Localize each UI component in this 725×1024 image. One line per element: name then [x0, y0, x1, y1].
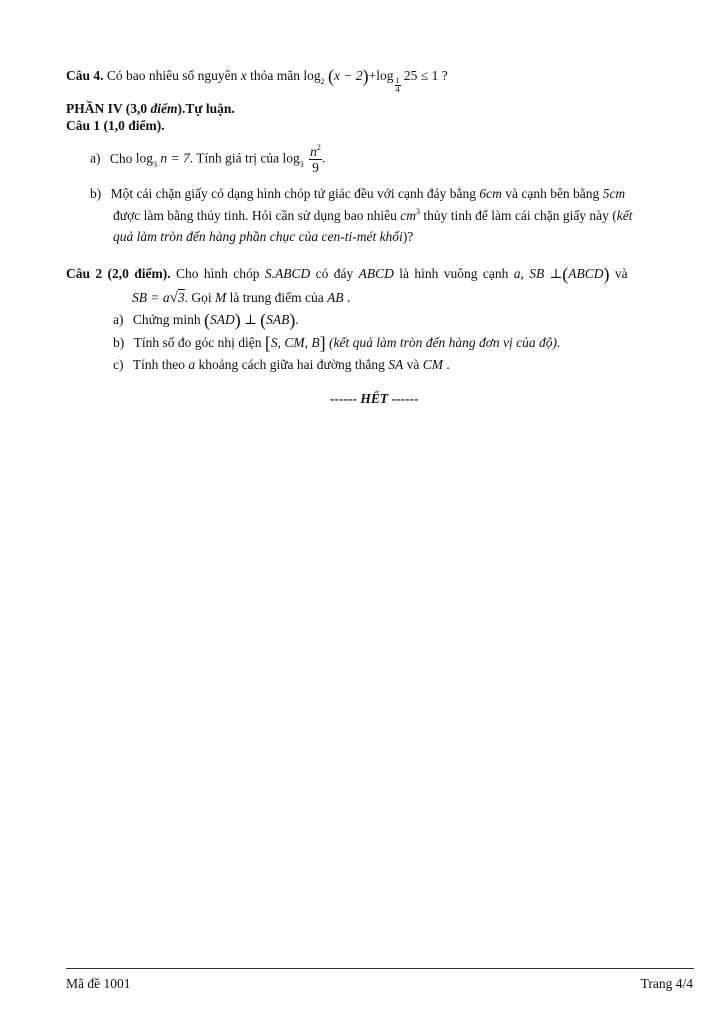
item-b-italic: kết: [616, 208, 633, 223]
log-label: log: [135, 150, 154, 166]
base-edge-value: 6cm: [479, 186, 502, 201]
inequality-tail: 25 ≤ 1 ?: [403, 68, 448, 83]
item-a-label: a): [90, 150, 101, 166]
sb-equals: SB = a: [132, 290, 170, 305]
period: .: [321, 150, 326, 166]
base-name: ABCD: [358, 266, 394, 281]
q2-text-3: là hình vuông cạnh: [399, 266, 509, 281]
period: .: [446, 357, 450, 372]
var-a: a: [188, 357, 196, 372]
sqrt-symbol: √: [169, 290, 178, 306]
paren-open: (: [562, 264, 569, 284]
log-base: 3: [153, 159, 158, 169]
item-b-text: Tính số đo góc nhị diện: [133, 335, 262, 350]
part-4-title-prefix: PHẦN IV (3,0: [66, 101, 148, 116]
log-label-2: log: [282, 150, 300, 166]
sqrt-radicand: 3: [177, 290, 185, 305]
and-word: và: [406, 357, 420, 372]
item-c-text: Tính theo: [132, 357, 185, 372]
line-sa: SA: [388, 357, 404, 372]
paren-close: ): [362, 66, 369, 86]
comma: ,: [520, 266, 524, 281]
question-4-text: Có bao nhiêu số nguyên: [106, 68, 238, 83]
fraction-denominator: 9: [312, 160, 319, 175]
part-4-title-italic: điểm: [150, 101, 178, 116]
fraction-n2-over-9: [309, 143, 322, 175]
item-a-text: Cho: [109, 150, 133, 166]
equation: n = 7: [160, 150, 190, 166]
item-b-italic-2: quả làm tròn đến hàng phần chục của cen-ti-mét khối: [113, 229, 403, 244]
question-1b-line-2: [113, 208, 633, 226]
question-1a: [90, 143, 326, 175]
var-a: a: [513, 266, 521, 281]
fraction-numerator: [309, 143, 322, 160]
log-label: log: [303, 68, 321, 83]
item-b-label: b): [90, 186, 102, 201]
item-b-italic: (kết quả làm tròn đến hàng đơn vị của độ).: [329, 335, 561, 350]
item-b-end: )?: [402, 229, 414, 244]
q2-text-5: là trung điểm của: [229, 290, 324, 305]
fraction-denominator: 4: [395, 85, 400, 95]
log-label-2: log: [376, 68, 394, 83]
bracket-close: ]: [319, 333, 326, 353]
plane-sab: SAB: [266, 312, 290, 327]
item-b-text-2: và cạnh bên bằng: [505, 186, 600, 201]
footer-exam-code: Mã đề 1001: [66, 976, 131, 991]
log-base: 2: [320, 77, 325, 86]
perp-symbol: ⊥: [244, 312, 257, 327]
question-1b-line-1: [90, 186, 625, 202]
log-base-fraction: [395, 77, 401, 94]
paren-open: (: [328, 66, 335, 86]
question-2b: [113, 335, 560, 351]
unit-exponent: 3: [415, 207, 420, 216]
period: .: [346, 290, 351, 305]
plus-sign: +: [368, 68, 377, 83]
paren-close: ): [234, 310, 241, 330]
log-argument: x − 2: [334, 68, 363, 83]
question-2c: [113, 357, 450, 373]
lateral-edge-value: 5cm: [602, 186, 626, 201]
q2-text-2: có đáy: [315, 266, 354, 281]
question-2-line-1: [66, 266, 628, 282]
question-4-text-mid: thỏa mãn: [250, 68, 301, 83]
question-1b-line-3: [113, 229, 413, 245]
question-2-title: Câu 2 (2,0 điểm).: [66, 266, 171, 281]
item-a-text: Chứng minh: [132, 312, 201, 327]
sb-perp: SB ⊥: [529, 266, 563, 281]
footer-divider: [66, 968, 694, 969]
footer-page-number: Trang 4/4: [640, 976, 693, 991]
paren-open: (: [203, 310, 210, 330]
log2-expression: [303, 66, 448, 95]
paren-close: ): [603, 264, 610, 284]
q2-text: Cho hình chóp: [176, 266, 260, 281]
question-1-title: Câu 1 (1,0 điểm).: [66, 118, 165, 133]
fraction-numerator: 1: [395, 76, 400, 86]
q2-text-4: . Gọi: [184, 290, 212, 305]
and-word: và: [614, 266, 628, 281]
part-4-title: [66, 101, 235, 117]
part-4-title-suffix: ).Tự luận.: [177, 101, 235, 116]
dihedral-angle: S, CM, B: [270, 335, 320, 350]
item-b-label: b): [113, 335, 125, 350]
unit-cm3: [400, 208, 420, 223]
item-b-text-3: được làm bằng thủy tinh. Hỏi cần sử dụng bao nhiêu: [113, 208, 397, 223]
point-m: M: [214, 290, 227, 305]
question-2-line-2: [132, 290, 350, 306]
plane-abcd: ABCD: [568, 266, 604, 281]
unit-cm: cm: [400, 208, 416, 223]
bracket-open: [: [264, 333, 271, 353]
question-4-label: Câu 4.: [66, 68, 104, 83]
paren-close-2: ): [289, 310, 296, 330]
pyramid-name: S.ABCD: [264, 266, 311, 281]
numerator-n: n: [310, 144, 317, 159]
line-cm: CM: [422, 357, 443, 372]
paren-open-2: (: [260, 310, 267, 330]
item-a-text-2: . Tính giá trị của: [189, 150, 280, 166]
question-2a: [113, 312, 299, 328]
item-b-text: Một cái chặn giấy có dạng hình chóp tứ giác đều với cạnh đáy bằng: [110, 186, 476, 201]
var-x: x: [240, 68, 247, 83]
item-b-text-4: thủy tinh để làm cái chặn giấy này (: [423, 208, 617, 223]
segment-ab: AB: [327, 290, 344, 305]
item-a-label: a): [113, 312, 124, 327]
end-mark: ------ HẾT ------: [330, 391, 419, 406]
question-4: [66, 66, 448, 95]
period: .: [295, 312, 299, 327]
numerator-exponent: 2: [316, 143, 321, 152]
log-base-2: 3: [299, 159, 304, 169]
item-c-text-2: khoảng cách giữa hai đường thẳng: [198, 357, 385, 372]
item-c-label: c): [113, 357, 124, 372]
plane-sad: SAD: [209, 312, 235, 327]
